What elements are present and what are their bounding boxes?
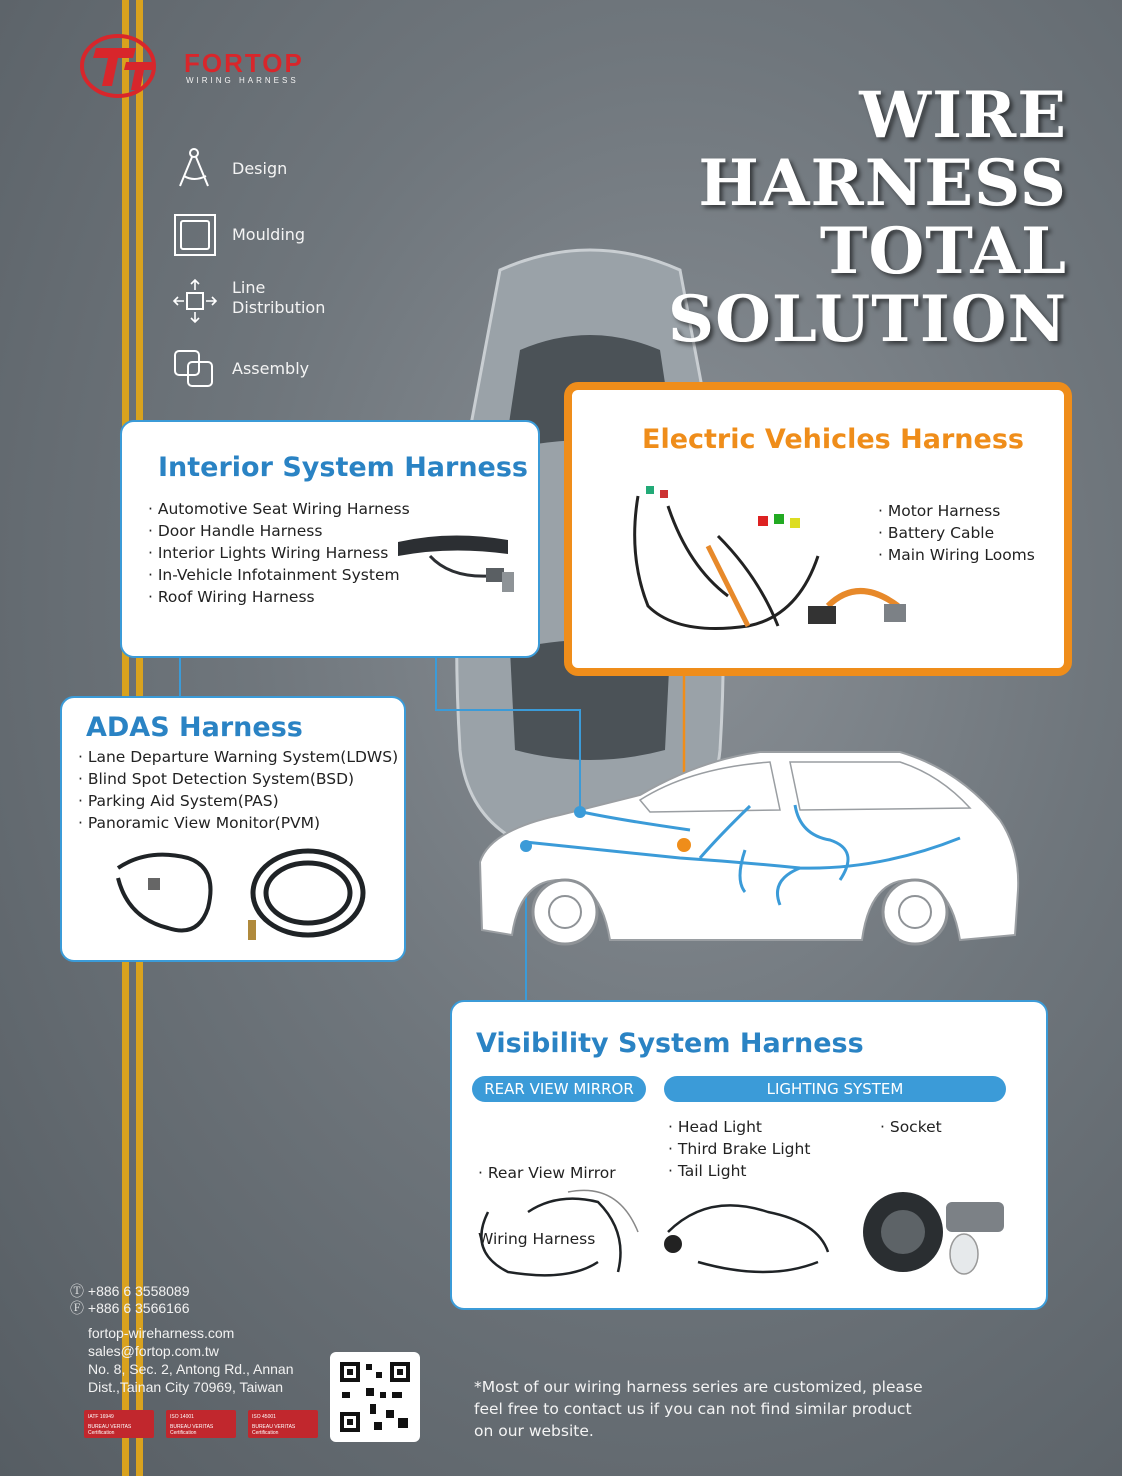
address-line: Dist.,Tainan City 70969, Taiwan — [88, 1379, 284, 1395]
list-item: · Head Light — [668, 1118, 762, 1136]
tab-lighting-system: LIGHTING SYSTEM — [664, 1076, 1006, 1102]
list-item: · Roof Wiring Harness — [148, 588, 315, 606]
cert-badge-iso14001 — [166, 1410, 236, 1438]
fax-icon: Ⓕ — [70, 1300, 84, 1316]
service-label: Design — [232, 159, 288, 178]
interior-title: Interior System Harness — [158, 452, 528, 483]
list-item: · Interior Lights Wiring Harness — [148, 544, 389, 562]
list-item: · Lane Departure Warning System(LDWS) — [78, 748, 399, 766]
ev-wiring-loom-image — [608, 476, 918, 646]
brand-name: FORTOP — [184, 48, 304, 78]
fax-number: +886 6 3566166 — [87, 1300, 190, 1316]
interior-list — [148, 498, 410, 608]
visibility-harness-images — [468, 1172, 1038, 1298]
cert-badge-iso45001 — [248, 1410, 318, 1438]
door-handle-harness-image — [390, 526, 530, 600]
cert-issuer: BUREAU VERITAS Certification — [88, 1424, 132, 1436]
list-item: · Motor Harness — [878, 502, 1001, 520]
cert-badge-iatf — [84, 1410, 154, 1438]
phone-number: +886 6 3558089 — [87, 1283, 190, 1299]
qr-code[interactable] — [330, 1352, 420, 1442]
headline-line: HARNESS — [698, 146, 1067, 221]
email-link[interactable]: sales@fortop.com.tw — [88, 1343, 219, 1359]
visibility-harness-panel — [450, 1000, 1048, 1310]
interior-harness-panel — [120, 420, 540, 658]
list-item: · In-Vehicle Infotainment System — [148, 566, 400, 584]
headline-line: TOTAL — [819, 214, 1067, 289]
tab-rear-view-mirror: REAR VIEW MIRROR — [472, 1076, 646, 1102]
list-item: · Main Wiring Looms — [878, 546, 1035, 564]
visibility-title: Visibility System Harness — [476, 1028, 864, 1059]
website-link[interactable]: fortop-wireharness.com — [88, 1325, 235, 1341]
list-item: · Battery Cable — [878, 524, 995, 542]
contact-fax — [70, 1299, 190, 1317]
ev-title: Electric Vehicles Harness — [642, 424, 1024, 455]
list-item: · Blind Spot Detection System(BSD) — [78, 770, 355, 788]
list-item: Wiring Harness — [478, 1230, 596, 1248]
service-label: Moulding — [232, 225, 306, 244]
phone-icon: Ⓣ — [70, 1283, 84, 1299]
contact-phone — [70, 1282, 190, 1300]
brand-tagline: WIRING HARNESS — [186, 76, 299, 85]
list-item: · Automotive Seat Wiring Harness — [148, 500, 410, 518]
service-label: Assembly — [232, 359, 310, 378]
customization-note: *Most of our wiring harness series are customized, please feel free to contact us if you can not find similar product on our website. — [474, 1378, 923, 1440]
list-item: · Third Brake Light — [668, 1140, 811, 1158]
cert-issuer: BUREAU VERITAS Certification — [252, 1424, 296, 1436]
qr-code-icon — [330, 1352, 420, 1442]
list-item: · Tail Light — [668, 1162, 747, 1180]
list-item: · Rear View Mirror — [478, 1164, 616, 1182]
ev-harness-panel — [564, 382, 1072, 676]
socket-list — [880, 1116, 942, 1138]
service-label: Line Distribution — [232, 278, 326, 317]
contact-details — [88, 1324, 293, 1396]
headline-line: SOLUTION — [667, 282, 1067, 357]
ev-list — [878, 500, 1035, 566]
cert-issuer: BUREAU VERITAS Certification — [170, 1424, 214, 1436]
cert-code: ISO 14001 — [170, 1414, 194, 1420]
adas-list — [78, 746, 398, 834]
address-line: No. 8, Sec. 2, Antong Rd., Annan — [88, 1361, 294, 1377]
list-item: · Door Handle Harness — [148, 522, 323, 540]
cert-code: IATF 16949 — [88, 1414, 114, 1420]
headline-line: WIRE — [859, 78, 1067, 153]
cert-code: ISO 45001 — [252, 1414, 276, 1420]
list-item: · Socket — [880, 1118, 942, 1136]
list-item: · Parking Aid System(PAS) — [78, 792, 279, 810]
adas-harness-image — [108, 838, 368, 950]
adas-harness-panel — [60, 696, 406, 962]
list-item: · Panoramic View Monitor(PVM) — [78, 814, 321, 832]
adas-title: ADAS Harness — [86, 712, 303, 743]
